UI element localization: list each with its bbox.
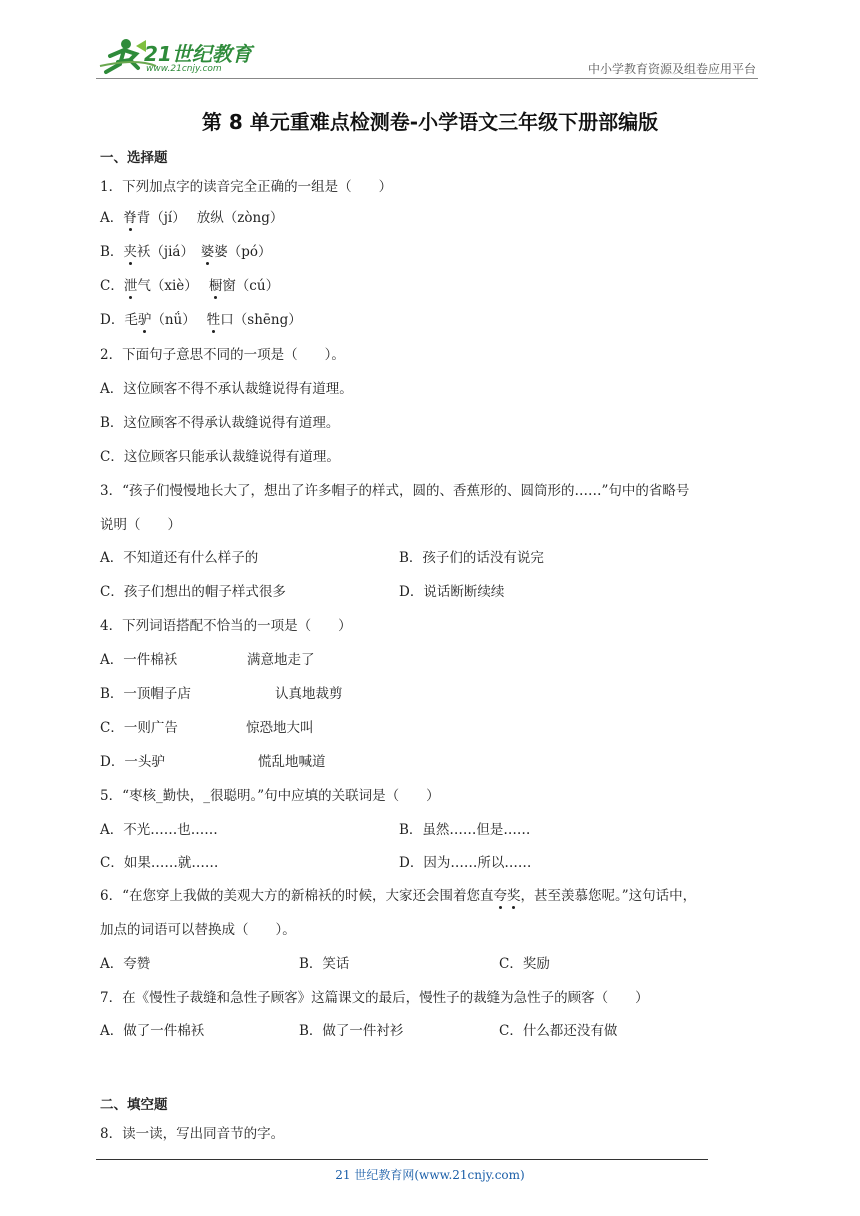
option-text: 满意地走了 (247, 652, 315, 668)
logo-url: www.21cnjy.com (146, 64, 222, 74)
option-text: （nǘ） (151, 312, 207, 328)
question-6-option-b[interactable]: B．笑话 (299, 956, 350, 972)
option-text: 婆（pó） (214, 244, 272, 260)
question-1-option-a[interactable] (100, 206, 283, 226)
question-4-option-a[interactable] (100, 648, 315, 668)
question-6-option-a[interactable]: A．夸赞 (100, 956, 151, 972)
question-2-option-c[interactable]: C．这位顾客只能承认裁缝说得有道理。 (100, 449, 340, 465)
option-prefix: D．毛 (100, 312, 138, 328)
option-prefix: A． (100, 210, 124, 226)
dotted-char: 泄 (124, 274, 138, 294)
site-logo (96, 36, 256, 78)
question-5-option-b[interactable]: B．虽然……但是…… (399, 822, 531, 838)
question-5-option-a[interactable]: A．不光……也…… (100, 822, 218, 838)
option-text: 窗（cú） (222, 278, 280, 294)
question-3-option-a[interactable]: A．不知道还有什么样子的 (100, 550, 259, 566)
page-header (96, 30, 756, 80)
question-3-stem: 3．“孩子们慢慢地长大了，想出了许多帽子的样式，圆的、香蕉形的、圆筒形的……”句中的省略号 (100, 483, 690, 499)
dotted-char: 牲 (207, 308, 221, 328)
question-2-option-a[interactable]: A．这位顾客不得不承认裁缝说得有道理。 (100, 381, 353, 397)
question-1-stem: 1．下列加点字的读音完全正确的一组是（ ） (100, 179, 393, 195)
stem-text: 6．“在您穿上我做的美观大方的新棉袄的时候，大家还会围着您直 (100, 888, 494, 904)
section-heading-fill: 二、填空题 (100, 1097, 168, 1113)
stem-text: ，甚至羡慕您呢。”这句话中， (520, 888, 697, 904)
option-text: 口（shēng） (220, 312, 302, 328)
header-divider (96, 78, 758, 79)
logo-text: 21世纪教育 (144, 42, 252, 66)
question-4-option-d[interactable] (100, 750, 326, 770)
question-5-stem: 5．“枣核_勤快，_很聪明。”句中应填的关联词是（ ） (100, 788, 440, 804)
question-5-option-c[interactable]: C．如果……就…… (100, 855, 219, 871)
option-prefix: B． (100, 244, 124, 260)
question-7-option-c[interactable]: C．什么都还没有做 (499, 1023, 618, 1039)
platform-name: 中小学教育资源及组卷应用平台 (587, 62, 756, 76)
question-7-option-b[interactable]: B．做了一件衬衫 (299, 1023, 404, 1039)
dotted-char: 奖 (507, 884, 521, 904)
option-text: D．一头驴 (100, 754, 165, 770)
question-5-option-d[interactable]: D．因为……所以…… (399, 855, 532, 871)
question-8-stem: 8．读一读，写出同音节的字。 (100, 1126, 285, 1142)
dotted-char: 夸 (494, 884, 508, 904)
question-4-stem: 4．下列词语搭配不恰当的一项是（ ） (100, 618, 352, 634)
question-7-stem: 7．在《慢性子裁缝和急性子顾客》这篇课文的最后，慢性子的裁缝为急性子的顾客（ ） (100, 990, 649, 1006)
question-3-option-b[interactable]: B．孩子们的话没有说完 (399, 550, 544, 566)
question-3-option-c[interactable]: C．孩子们想出的帽子样式很多 (100, 584, 286, 600)
option-text: C．一则广告 (100, 720, 178, 736)
dotted-char: 夹 (123, 240, 137, 260)
question-1-option-d[interactable] (100, 308, 302, 328)
question-2-stem: 2．下面句子意思不同的一项是（ ）。 (100, 347, 345, 363)
option-text: 慌乱地喊道 (258, 754, 326, 770)
dotted-char: 橱 (209, 274, 223, 294)
question-2-option-b[interactable]: B．这位顾客不得承认裁缝说得有道理。 (100, 415, 340, 431)
question-3-stem-cont: 说明（ ） (100, 517, 181, 533)
question-1-option-c[interactable] (100, 274, 279, 294)
question-6-stem (100, 884, 696, 904)
option-text: A．一件棉袄 (100, 652, 178, 668)
section-heading-choice: 一、选择题 (100, 150, 168, 166)
dotted-char: 脊 (123, 206, 137, 226)
dotted-char: 驴 (138, 308, 152, 328)
option-text: 惊恐地大叫 (246, 720, 314, 736)
footer-link[interactable]: 21 世纪教育网(www.21cnjy.com) (335, 1168, 525, 1182)
question-6-option-c[interactable]: C．奖励 (499, 956, 550, 972)
footer-divider (96, 1159, 708, 1160)
question-6-stem-cont: 加点的词语可以替换成（ ）。 (100, 922, 296, 938)
question-4-option-c[interactable] (100, 716, 314, 736)
option-text: B．一顶帽子店 (100, 686, 191, 702)
dotted-char: 婆 (201, 240, 215, 260)
question-7-option-a[interactable]: A．做了一件棉袄 (100, 1023, 205, 1039)
question-1-option-b[interactable] (100, 240, 272, 260)
option-text: 背（jí） 放纵（zòng） (136, 210, 284, 226)
option-text: 袄（jiá） (136, 244, 201, 260)
question-4-option-b[interactable] (100, 682, 343, 702)
option-prefix: C． (100, 278, 124, 294)
option-text: 认真地裁剪 (275, 686, 343, 702)
option-text: 气（xiè） (137, 278, 209, 294)
page-title: 第 8 单元重难点检测卷-小学语文三年级下册部编版 (201, 110, 659, 134)
question-3-option-d[interactable]: D．说话断断续续 (399, 584, 505, 600)
